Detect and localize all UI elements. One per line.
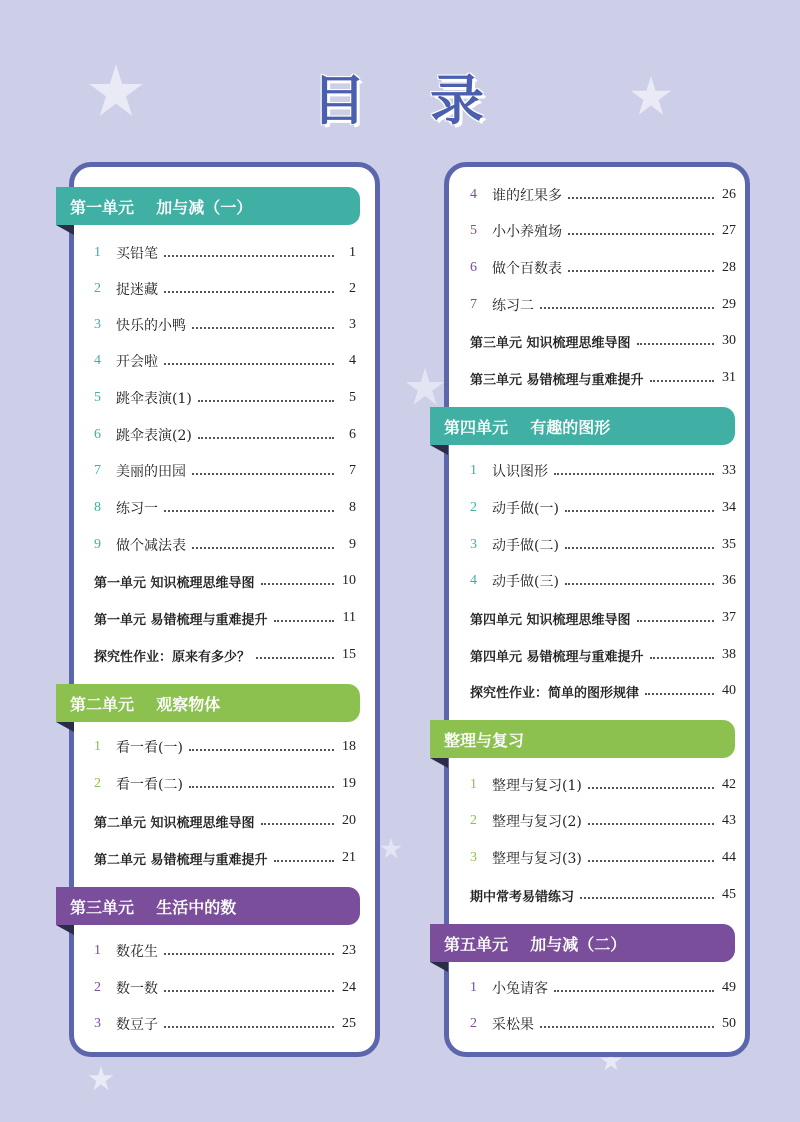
entry-page: 27 [722,223,736,238]
toc-entry[interactable] [94,977,356,999]
entry-title: 第二单元 易错梳理与重难提升 [94,852,268,868]
toc-entry[interactable] [470,294,736,316]
toc-entry[interactable] [94,387,356,409]
entry-title: 练习一 [116,501,158,517]
entry-title: 动手做(三) [492,574,559,590]
toc-entry[interactable] [470,460,736,482]
entry-number: 2 [94,776,101,791]
leader-dots [588,823,714,825]
entry-number: 9 [94,537,101,552]
entry-title: 练习二 [492,298,534,314]
toc-entry[interactable] [470,977,736,999]
entry-page: 26 [722,187,736,202]
entry-title: 做个减法表 [116,538,186,554]
entry-title: 做个百数表 [492,261,562,277]
unit-banner: 整理与复习 [430,720,735,758]
toc-entry[interactable] [94,460,356,482]
toc-entry[interactable] [94,424,356,446]
entry-title: 第三单元 知识梳理思维导图 [470,335,631,351]
entry-title: 开会啦 [116,354,158,370]
entry-page: 5 [349,390,356,405]
entry-number: 4 [470,573,477,588]
entry-title: 探究性作业：原来有多少？ [94,649,251,665]
entry-page: 2 [349,281,356,296]
entry-number: 4 [94,353,101,368]
entry-number: 1 [470,980,477,995]
entry-title: 买铅笔 [116,246,158,262]
toc-entry[interactable] [94,847,356,869]
entry-number: 3 [470,537,477,552]
entry-number: 6 [470,260,477,275]
entry-number: 4 [470,187,477,202]
entry-title: 数一数 [116,981,158,997]
entry-page: 1 [349,245,356,260]
leader-dots [565,547,714,549]
leader-dots [198,400,334,402]
star-icon [405,368,445,406]
leader-dots [645,693,714,695]
leader-dots [554,473,714,475]
entry-number: 7 [94,463,101,478]
leader-dots [588,860,714,862]
entry-page: 21 [342,850,356,865]
entry-number: 7 [470,297,477,312]
entry-number: 3 [470,850,477,865]
entry-page: 7 [349,463,356,478]
entry-title: 采松果 [492,1017,534,1033]
toc-entry[interactable] [94,350,356,372]
leader-dots [637,343,714,345]
entry-number: 2 [94,281,101,296]
entry-title: 期中常考易错练习 [470,889,575,905]
entry-title: 美丽的田园 [116,464,186,480]
entry-title: 第二单元 知识梳理思维导图 [94,815,255,831]
leader-dots [565,510,714,512]
leader-dots [164,363,334,365]
toc-entry[interactable] [470,367,736,389]
entry-title: 数花生 [116,944,158,960]
leader-dots [164,510,334,512]
toc-entry[interactable] [470,220,736,242]
leader-dots [274,620,334,622]
entry-title: 看一看(一) [116,740,183,756]
leader-dots [637,620,714,622]
entry-number: 2 [470,500,477,515]
entry-page: 37 [722,610,736,625]
entry-page: 44 [722,850,736,865]
leader-dots [565,583,714,585]
toc-entry[interactable] [94,1013,356,1035]
toc-entry[interactable] [470,534,736,556]
entry-title: 探究性作业：简单的图形规律 [470,685,640,701]
toc-entry[interactable] [470,257,736,279]
star-icon [380,838,402,859]
toc-entry[interactable] [470,497,736,519]
unit-banner: 第二单元 观察物体 [56,684,360,722]
entry-page: 45 [722,887,736,902]
entry-page: 30 [722,333,736,348]
title-char: 目 [312,69,370,132]
entry-number: 3 [94,317,101,332]
toc-entry[interactable] [94,278,356,300]
toc-entry[interactable] [94,736,356,758]
leader-dots [189,786,334,788]
entry-title: 整理与复习(3) [492,851,582,867]
toc-entry[interactable] [94,497,356,519]
leader-dots [164,255,334,257]
toc-entry[interactable] [94,242,356,264]
entry-page: 11 [342,610,356,625]
entry-page: 8 [349,500,356,515]
entry-title: 动手做(二) [492,538,559,554]
entry-number: 1 [94,245,101,260]
leader-dots [650,657,714,659]
leader-dots [198,437,334,439]
leader-dots [554,990,714,992]
toc-entry[interactable] [470,847,736,869]
entry-page: 19 [342,776,356,791]
entry-page: 3 [349,317,356,332]
entry-page: 50 [722,1016,736,1031]
leader-dots [650,380,714,382]
leader-dots [568,270,714,272]
entry-page: 42 [722,777,736,792]
entry-title: 快乐的小鸭 [116,318,186,334]
entry-page: 38 [722,647,736,662]
entry-title: 跳伞表演(2) [116,428,192,444]
entry-page: 15 [342,647,356,662]
star-icon [88,1066,114,1091]
leader-dots [568,233,714,235]
entry-number: 3 [94,1016,101,1031]
toc-entry[interactable] [94,940,356,962]
leader-dots [164,291,334,293]
entry-page: 9 [349,537,356,552]
entry-page: 34 [722,500,736,515]
entry-page: 36 [722,573,736,588]
toc-entry[interactable] [470,774,736,796]
entry-page: 20 [342,813,356,828]
leader-dots [568,197,714,199]
leader-dots [588,787,714,789]
leader-dots [164,1026,334,1028]
leader-dots [274,860,334,862]
toc-entry[interactable] [470,644,736,666]
toc-entry[interactable] [470,810,736,832]
unit-banner: 第五单元 加与减（二） [430,924,735,962]
toc-entry[interactable] [94,810,356,832]
entry-title: 认识图形 [492,464,548,480]
entry-number: 1 [94,739,101,754]
toc-entry[interactable] [94,314,356,336]
unit-banner: 第一单元 加与减（一） [56,187,360,225]
entry-page: 23 [342,943,356,958]
leader-dots [256,657,334,659]
entry-number: 5 [470,223,477,238]
toc-entry[interactable] [470,570,736,592]
entry-number: 1 [470,463,477,478]
toc-entry[interactable] [94,534,356,556]
entry-title: 捉迷藏 [116,282,158,298]
entry-page: 24 [342,980,356,995]
entry-number: 6 [94,427,101,442]
entry-title: 整理与复习(2) [492,814,582,830]
leader-dots [189,749,334,751]
leader-dots [261,823,334,825]
toc-entry[interactable] [94,570,356,592]
toc-entry[interactable] [470,1013,736,1035]
toc-entry[interactable] [470,330,736,352]
toc-entry[interactable] [470,884,736,906]
entry-page: 35 [722,537,736,552]
entry-title: 谁的红果多 [492,188,562,204]
entry-title: 动手做(一) [492,501,559,517]
entry-page: 28 [722,260,736,275]
leader-dots [164,953,334,955]
entry-title: 数豆子 [116,1017,158,1033]
entry-page: 33 [722,463,736,478]
entry-page: 43 [722,813,736,828]
entry-page: 4 [349,353,356,368]
entry-page: 18 [342,739,356,754]
entry-page: 40 [722,683,736,698]
leader-dots [192,473,334,475]
leader-dots [540,1026,714,1028]
page-title [0,58,800,135]
entry-title: 第三单元 易错梳理与重难提升 [470,372,644,388]
leader-dots [580,897,714,899]
entry-number: 1 [470,777,477,792]
toc-entry[interactable] [94,773,356,795]
entry-number: 1 [94,943,101,958]
leader-dots [192,327,334,329]
toc-entry[interactable] [470,607,736,629]
entry-number: 5 [94,390,101,405]
entry-page: 29 [722,297,736,312]
toc-entry[interactable] [94,644,356,666]
leader-dots [261,583,334,585]
entry-number: 2 [470,813,477,828]
leader-dots [540,307,714,309]
entry-number: 2 [94,980,101,995]
toc-entry[interactable] [94,607,356,629]
entry-title: 第四单元 易错梳理与重难提升 [470,649,644,665]
leader-dots [192,547,334,549]
entry-page: 49 [722,980,736,995]
entry-title: 整理与复习(1) [492,778,582,794]
toc-entry[interactable] [470,184,736,206]
entry-page: 25 [342,1016,356,1031]
unit-banner: 第四单元 有趣的图形 [430,407,735,445]
title-char: 录 [430,69,488,132]
entry-title: 第一单元 知识梳理思维导图 [94,575,255,591]
entry-number: 8 [94,500,101,515]
entry-title: 第四单元 知识梳理思维导图 [470,612,631,628]
unit-banner: 第三单元 生活中的数 [56,887,360,925]
entry-page: 10 [342,573,356,588]
entry-title: 小小养殖场 [492,224,562,240]
entry-title: 看一看(二) [116,777,183,793]
entry-title: 跳伞表演(1) [116,391,192,407]
entry-title: 第一单元 易错梳理与重难提升 [94,612,268,628]
entry-page: 6 [349,427,356,442]
entry-title: 小兔请客 [492,981,548,997]
entry-page: 31 [722,370,736,385]
entry-number: 2 [470,1016,477,1031]
leader-dots [164,990,334,992]
toc-entry[interactable] [470,680,736,702]
